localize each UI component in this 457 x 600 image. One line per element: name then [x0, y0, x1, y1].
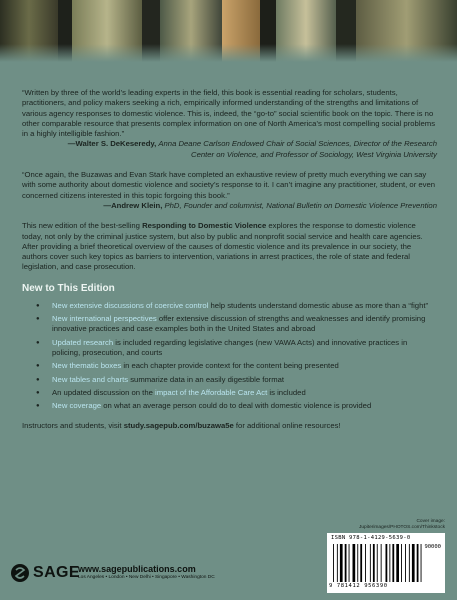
cover-image-credit — [315, 519, 445, 531]
list-item — [36, 388, 437, 398]
list-item — [36, 314, 437, 335]
cover-photo-strip — [0, 0, 457, 62]
barcode-bar — [349, 544, 350, 582]
endorser-affiliation-2: PhD, Founder and columnist, National Bulletin on Domestic Violence Prevention — [164, 200, 437, 210]
bullet-highlight: New extensive discussions of coercive control — [52, 300, 209, 310]
publisher-name: SAGE — [33, 564, 80, 581]
description-body: explores the response to domestic violence today, not only by the criminal justice system, but also by public and nonprofit social service and health care agencies. After providing a brief theoretical overview of the causes of domestic violence and its prevalence in our society, the authors cover such key topics as barriers to intervention, variations in arrest practices, the role of state and federal legislation, and case prosecution. — [22, 221, 423, 272]
list-item — [36, 361, 437, 371]
isbn-text: ISBN 978-1-4129-5639-0 — [331, 535, 411, 541]
bullet-lead: An updated discussion on the — [52, 387, 156, 397]
bullet-highlight: New coverage — [52, 401, 102, 411]
sage-logo — [10, 563, 80, 583]
barcode-bar — [373, 544, 375, 582]
list-item — [36, 375, 437, 385]
barcode-bar — [396, 544, 399, 582]
bullet-rest: on what an average person could do to deal with domestic violence is provided — [101, 401, 372, 411]
isbn-barcode — [327, 533, 445, 593]
bullet-rest: offer extensive discussion of strengths and weaknesses and identify promising innovative practices and case examples both in the United States and abroad — [52, 314, 426, 334]
list-item — [36, 338, 437, 359]
new-edition-heading: New to This Edition — [22, 282, 115, 294]
credit-label: Cover image: — [416, 519, 445, 524]
barcode-bar — [412, 544, 415, 582]
bullet-rest: summarize data in an easily digestible format — [128, 374, 285, 384]
bullet-rest: is included — [267, 387, 306, 397]
barcode-bar — [386, 544, 388, 582]
barcode-bar — [353, 544, 356, 582]
barcode-bar — [337, 544, 338, 582]
barcode-bars — [333, 544, 439, 582]
publisher-cities: Los Angeles • London • New Delhi • Singapore • Washington DC — [78, 575, 215, 580]
description-lead: This new edition of the best-selling — [22, 221, 143, 231]
bullet-highlight: New thematic boxes — [52, 361, 122, 371]
publisher-website — [78, 564, 215, 580]
instructors-rest: for additional online resources! — [233, 421, 341, 431]
barcode-bar — [389, 544, 390, 582]
list-item — [36, 301, 437, 311]
barcode-bar — [360, 544, 362, 582]
endorser-name-1: —Walter S. DeKeseredy, — [67, 139, 157, 149]
instructors-lead: Instructors and students, visit — [22, 421, 124, 431]
new-edition-list — [22, 301, 437, 412]
bullet-rest: in each chapter provide context for the content being presented — [121, 361, 339, 371]
barcode-bar — [370, 544, 371, 582]
barcode-bar — [357, 544, 358, 582]
instructors-note — [22, 421, 437, 431]
barcode-digits: 9 781412 956390 — [329, 583, 388, 589]
endorsement-attribution-2 — [22, 201, 437, 211]
barcode-bar — [340, 544, 343, 582]
endorsement-quote-2: “Once again, the Buzawas and Evan Stark have completed an exhaustive review of pretty much everything we can say with some authority about domestic violence and society’s response to it. I can’t imagine any practitioner, student, or even concerned citizens interested in this topic forgoing this book.” — [22, 170, 436, 200]
bullet-highlight: New tables and charts — [52, 374, 129, 384]
sage-circle-icon — [10, 563, 30, 583]
barcode-bar — [381, 544, 382, 582]
barcode-bar — [421, 544, 422, 582]
book-description — [22, 221, 437, 272]
bullet-rest: help students understand domestic abuse as more than a “fight” — [208, 300, 429, 310]
back-cover-content — [22, 88, 437, 432]
endorsement-attribution-1 — [22, 139, 437, 160]
barcode-bar — [392, 544, 394, 582]
bullet-highlight: Updated research — [52, 337, 114, 347]
barcode-bar — [365, 544, 366, 582]
book-title: Responding to Domestic Violence — [142, 221, 267, 231]
barcode-bar — [409, 544, 410, 582]
bullet-rest: is included regarding legislative changes (new VAWA Acts) and innovative practices in policing, prosecution, and courts — [52, 337, 408, 357]
bullet-highlight: New international perspectives — [52, 314, 157, 324]
barcode-bar — [405, 544, 406, 582]
companion-site-url: study.sagepub.com/buzawa5e — [123, 421, 234, 431]
barcode-bar — [377, 544, 378, 582]
barcode-bar — [401, 544, 402, 582]
bullet-highlight: impact of the Affordable Care Act — [155, 387, 268, 397]
endorser-name-2: —Andrew Klein, — [103, 200, 163, 210]
price-code: 90000 — [424, 544, 441, 550]
publisher-url: www.sagepublications.com — [78, 564, 196, 574]
barcode-bar — [417, 544, 419, 582]
endorsement-quote-1: “Written by three of the world’s leading experts in the field, this book is essential reading for scholars, students, practitioners, and policy makers seeking a rich, empirically informed understanding of the strengths and limitations of various agency responses to domestic violence. This is, indeed, the “go-to” social scientific book on the topic. There is no other comparable resource that presents complex information on one of North America’s most compelling social problems in a highly intelligible fashion.” — [22, 88, 436, 139]
barcode-bar — [345, 544, 347, 582]
list-item — [36, 401, 437, 411]
barcode-bar — [333, 544, 334, 582]
endorser-affiliation-1: Anna Deane Carlson Endowed Chair of Social Sciences, Director of the Research Center on Violence, and Professor of Sociology, West Virginia University — [158, 139, 437, 159]
credit-source: Jupiterimages/PHOTOS.com/Thinkstock — [358, 525, 445, 530]
